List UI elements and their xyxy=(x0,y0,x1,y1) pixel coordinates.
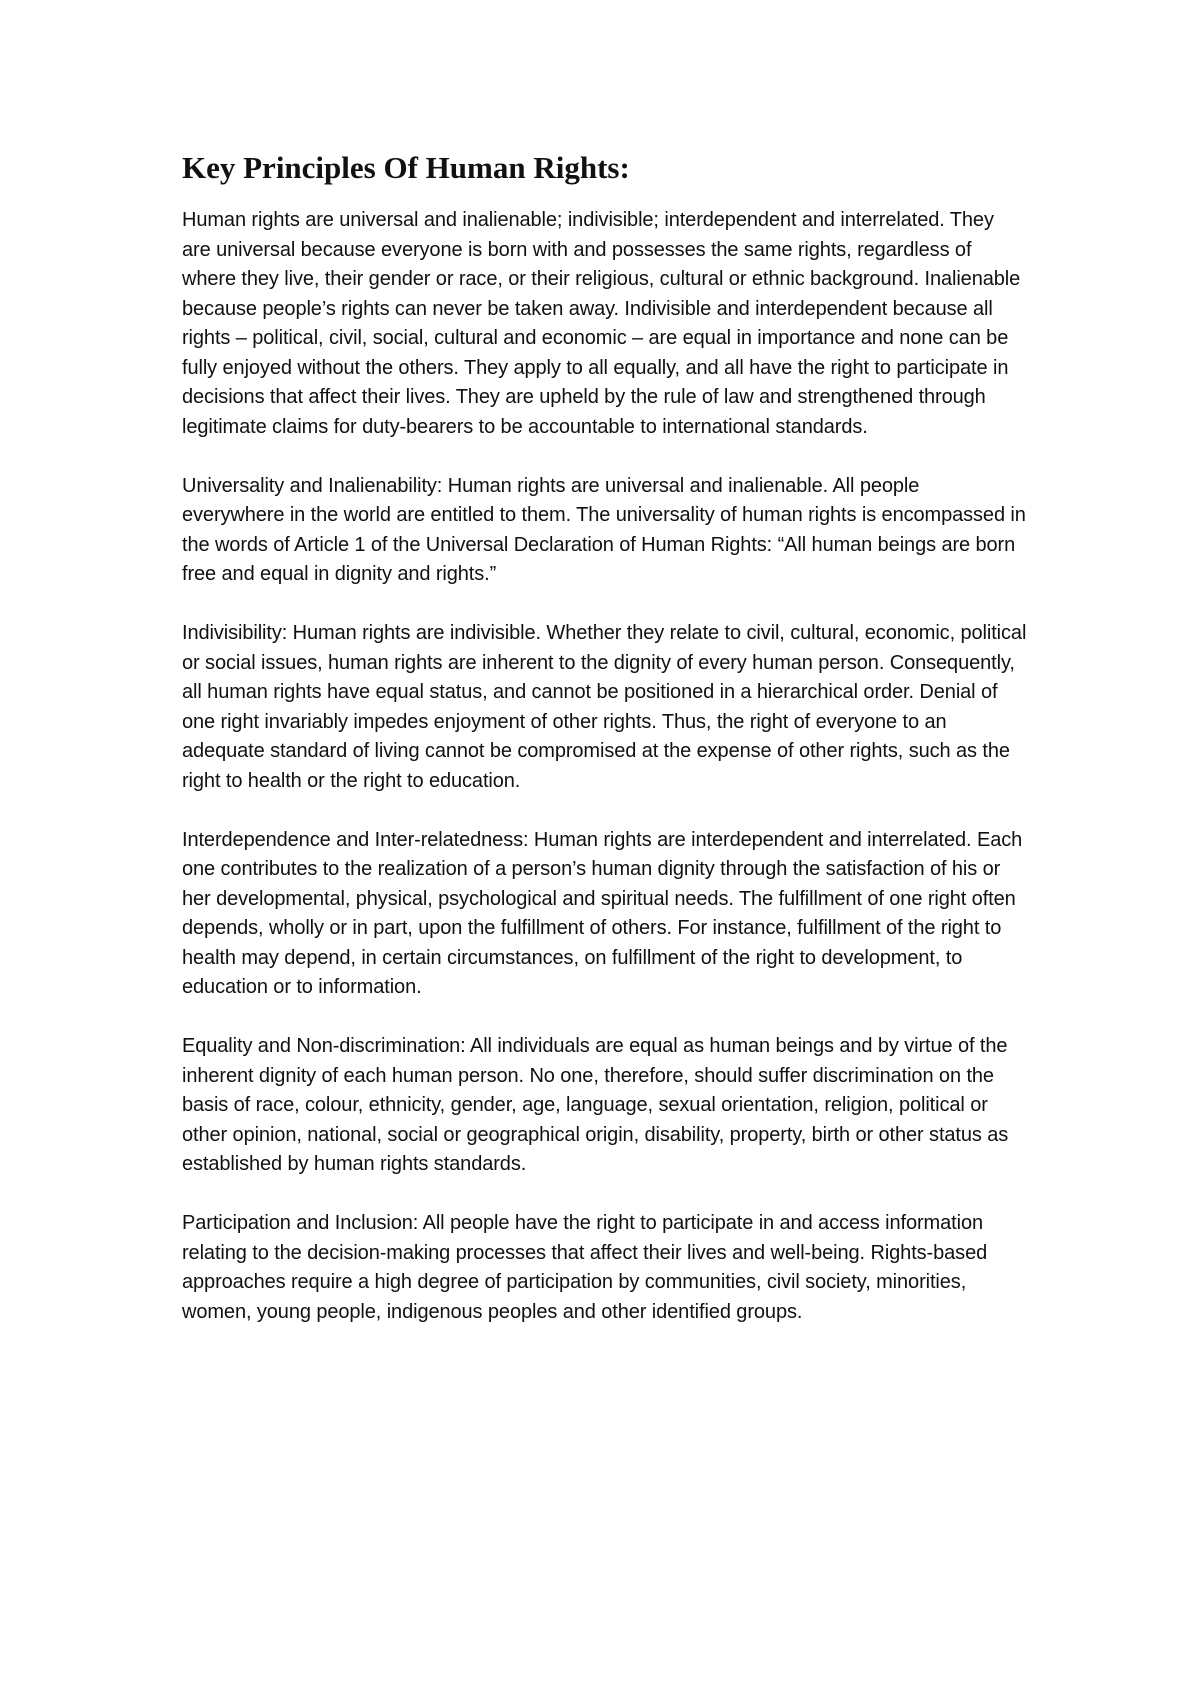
paragraph-overview: Human rights are universal and inalienable; indivisible; interdependent and interrelated. They are universal because everyone is born with and possesses the same rights, regardless of where they live, their gender or race, or their religious, cultural or ethnic background. Inalienable because people’s rights can never be taken away. Indivisible and interdependent because all rights – political, civil, social, cultural and economic – are equal in importance and none can be fully enjoyed without the others. They apply to all equally, and all have the right to participate in decisions that affect their lives. They are upheld by the rule of law and strengthened through legitimate claims for duty-bearers to be accountable to international standards. xyxy=(182,209,1021,438)
document-page xyxy=(182,148,1027,1357)
paragraph-equality: Equality and Non-discrimination: All individuals are equal as human beings and by virtue of the inherent dignity of each human person. No one, therefore, should suffer discrimination on the basis of race, colour, ethnicity, gender, age, language, sexual orientation, religion, political or other opinion, national, social or geographical origin, disability, property, birth or other status as established by human rights standards. xyxy=(182,1035,1009,1175)
paragraph-interdependence: Interdependence and Inter-relatedness: Human rights are interdependent and interrelated. Each one contributes to the realization of a person’s human dignity through the satisfaction of his or her developmental, physical, psychological and spiritual needs. The fulfillment of one right often depends, wholly or in part, upon the fulfillment of others. For instance, fulfillment of the right to health may depend, in certain circumstances, on fulfillment of the right to development, to education or to information. xyxy=(182,828,1023,998)
paragraph-indivisibility: Indivisibility: Human rights are indivisible. Whether they relate to civil, cultural, economic, political or social issues, human rights are inherent to the dignity of every human person. Consequently, all human rights have equal status, and cannot be positioned in a hierarchical order. Denial of one right invariably impedes enjoyment of other rights. Thus, the right of everyone to an adequate standard of living cannot be compromised at the expense of other rights, such as the right to health or the right to education. xyxy=(182,622,1027,792)
paragraph-participation: Participation and Inclusion: All people have the right to participate in and access information relating to the decision-making processes that affect their lives and well-being. Rights-based approaches require a high degree of participation by communities, civil society, minorities, women, young people, indigenous peoples and other identified groups. xyxy=(182,1212,988,1323)
paragraph-universality: Universality and Inalienability: Human rights are universal and inalienable. All people everywhere in the world are entitled to them. The universality of human rights is encompassed in the words of Article 1 of the Universal Declaration of Human Rights: “All human beings are born free and equal in dignity and rights.” xyxy=(182,474,1026,585)
document-title: Key Principles Of Human Rights: xyxy=(182,150,630,185)
